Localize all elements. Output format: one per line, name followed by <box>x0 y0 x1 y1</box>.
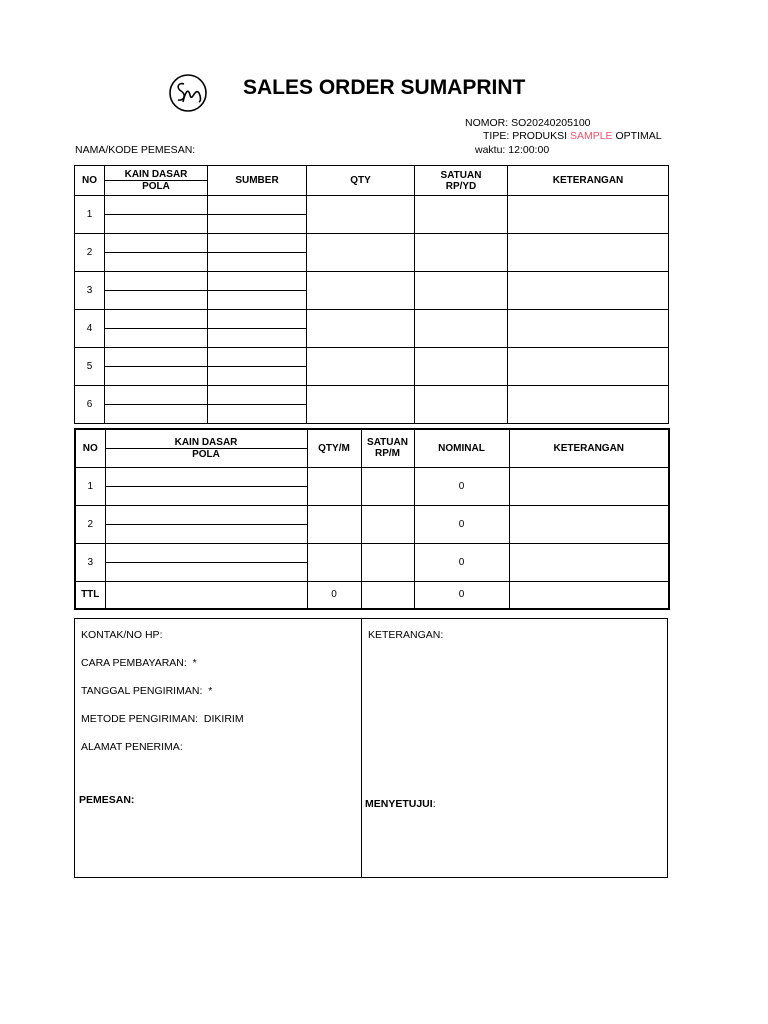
col-satuan <box>415 166 508 196</box>
row-qty[interactable] <box>307 234 415 272</box>
row-satuan[interactable] <box>415 348 508 386</box>
row-satuan[interactable] <box>415 386 508 424</box>
info-left-column <box>75 619 362 877</box>
table-row <box>75 310 669 348</box>
row-kain-dasar-cell[interactable] <box>105 290 207 291</box>
col2-satuan <box>361 429 414 467</box>
row-sumber-top-cell[interactable] <box>208 290 306 291</box>
approver-label: MENYETUJUI <box>365 798 433 810</box>
row-qty[interactable] <box>307 310 415 348</box>
col-satuan-line2: RP/YD <box>445 180 477 192</box>
customer-label: NAMA/KODE PEMESAN: <box>75 144 196 156</box>
row-sumber[interactable] <box>208 386 307 424</box>
col2-kain-dasar: KAIN DASAR <box>106 437 307 449</box>
row2-satuan[interactable] <box>361 467 414 505</box>
col-qty: QTY <box>307 166 415 196</box>
col-pola: POLA <box>142 181 170 192</box>
row2-kain-pola[interactable] <box>105 543 307 581</box>
delivery-date-value: * <box>208 685 213 697</box>
total-satuan[interactable] <box>361 581 414 609</box>
total-keterangan[interactable] <box>509 581 669 609</box>
notes-field[interactable]: KETERANGAN: <box>368 629 444 641</box>
order-summary-table <box>74 428 670 610</box>
row2-keterangan[interactable] <box>509 543 669 581</box>
order-number-value: SO20240205100 <box>511 117 591 129</box>
row-qty[interactable] <box>307 386 415 424</box>
order-number-label: NOMOR: <box>465 117 509 129</box>
row2-no: 1 <box>75 467 105 505</box>
orderer-signature[interactable] <box>79 794 134 806</box>
delivery-method-field[interactable]: METODE PENGIRIMAN: DIKIRIM <box>81 713 244 725</box>
table-row <box>75 505 669 543</box>
total-kain[interactable] <box>105 581 307 609</box>
table-row <box>75 543 669 581</box>
contact-label: KONTAK/NO HP <box>81 629 160 641</box>
col-kain-dasar: KAIN DASAR <box>105 169 207 181</box>
row-kain-pola[interactable] <box>105 310 208 348</box>
row2-keterangan[interactable] <box>509 505 669 543</box>
contact-field[interactable]: KONTAK/NO HP: <box>81 629 163 641</box>
row-keterangan[interactable] <box>508 348 669 386</box>
orderer-label: PEMESAN: <box>79 794 135 806</box>
row-sumber[interactable] <box>208 310 307 348</box>
col2-pola: POLA <box>192 448 220 460</box>
row-sumber[interactable] <box>208 234 307 272</box>
row-no: 4 <box>75 310 105 348</box>
row-kain-pola[interactable] <box>105 386 208 424</box>
delivery-method-label: METODE PENGIRIMAN <box>81 713 196 725</box>
row-keterangan[interactable] <box>508 234 669 272</box>
delivery-method-value: DIKIRIM <box>203 713 244 725</box>
row-kain-pola[interactable] <box>105 348 208 386</box>
row-qty[interactable] <box>307 196 415 234</box>
row2-no: 2 <box>75 505 105 543</box>
col-sumber: SUMBER <box>208 166 307 196</box>
row-sumber-top-cell[interactable] <box>208 366 306 367</box>
row2-kain-dasar-cell[interactable] <box>106 562 307 563</box>
row2-keterangan[interactable] <box>509 467 669 505</box>
row-kain-dasar-cell[interactable] <box>105 366 207 367</box>
row2-nominal: 0 <box>414 467 509 505</box>
col2-qty: QTY/M <box>307 429 361 467</box>
document-title: SALES ORDER SUMAPRINT <box>243 76 526 99</box>
row2-kain-pola[interactable] <box>105 467 307 505</box>
row-sumber[interactable] <box>208 196 307 234</box>
row-kain-dasar-cell[interactable] <box>105 404 207 405</box>
order-type-sample: SAMPLE <box>569 130 613 142</box>
row-no: 3 <box>75 272 105 310</box>
row-qty[interactable] <box>307 272 415 310</box>
info-right-column <box>362 619 667 877</box>
notes-label: KETERANGAN <box>368 629 441 641</box>
order-time-label: waktu: <box>475 144 506 156</box>
delivery-date-label: TANGGAL PENGIRIMAN <box>81 685 200 697</box>
total-row <box>75 581 669 609</box>
order-type-label: TIPE: <box>483 130 510 142</box>
row2-satuan[interactable] <box>361 543 414 581</box>
row-kain-dasar-cell[interactable] <box>105 252 207 253</box>
order-items-table <box>74 165 669 424</box>
row-no: 2 <box>75 234 105 272</box>
col2-keterangan: KETERANGAN <box>509 429 669 467</box>
row2-qty[interactable] <box>307 505 361 543</box>
row-keterangan[interactable] <box>508 310 669 348</box>
row-kain-dasar-cell[interactable] <box>105 328 207 329</box>
row-no: 5 <box>75 348 105 386</box>
row-sumber-top-cell[interactable] <box>208 328 306 329</box>
col-satuan-line1: SATUAN <box>440 169 482 181</box>
row-satuan[interactable] <box>415 310 508 348</box>
row-kain-dasar-cell[interactable] <box>105 214 207 215</box>
order-time-value: 12:00:00 <box>508 144 550 156</box>
row-kain-pola[interactable] <box>105 272 208 310</box>
row2-no: 3 <box>75 543 105 581</box>
row2-kain-dasar-cell[interactable] <box>106 486 307 487</box>
total-qty: 0 <box>307 581 361 609</box>
total-label: TTL <box>75 581 105 609</box>
table-row <box>75 348 669 386</box>
row-no: 1 <box>75 196 105 234</box>
recipient-address-label: ALAMAT PENERIMA <box>81 741 180 753</box>
row-qty[interactable] <box>307 348 415 386</box>
row-sumber-top-cell[interactable] <box>208 214 306 215</box>
order-time <box>475 144 549 156</box>
approver-signature[interactable]: MENYETUJUI: <box>365 798 436 810</box>
row-satuan[interactable] <box>415 272 508 310</box>
row-sumber[interactable] <box>208 348 307 386</box>
row2-qty[interactable] <box>307 467 361 505</box>
col2-kain-pola <box>105 429 307 467</box>
row-satuan[interactable] <box>415 234 508 272</box>
col2-satuan-line2: RP/M <box>375 448 400 460</box>
row2-qty[interactable] <box>307 543 361 581</box>
table-row <box>75 386 669 424</box>
order-type-optimal: OPTIMAL <box>615 130 662 142</box>
col2-no: NO <box>75 429 105 467</box>
table-row <box>75 272 669 310</box>
table-row <box>75 234 669 272</box>
row-sumber-top-cell[interactable] <box>208 404 306 405</box>
payment-label: CARA PEMBAYARAN <box>81 657 184 669</box>
order-number <box>465 117 591 129</box>
row2-kain-pola[interactable] <box>105 505 307 543</box>
col-keterangan: KETERANGAN <box>508 166 669 196</box>
recipient-address-field[interactable]: ALAMAT PENERIMA: <box>81 741 183 753</box>
order-info-box <box>74 618 668 878</box>
row-keterangan[interactable] <box>508 272 669 310</box>
row-sumber-top-cell[interactable] <box>208 252 306 253</box>
col2-nominal: NOMINAL <box>414 429 509 467</box>
table-row <box>75 196 669 234</box>
row-keterangan[interactable] <box>508 196 669 234</box>
row2-satuan[interactable] <box>361 505 414 543</box>
row-sumber[interactable] <box>208 272 307 310</box>
order-type <box>483 130 662 142</box>
payment-value: * <box>192 657 197 669</box>
row-kain-pola[interactable] <box>105 196 208 234</box>
delivery-date-field[interactable]: TANGGAL PENGIRIMAN: * <box>81 685 213 697</box>
row2-nominal: 0 <box>414 505 509 543</box>
col2-satuan-line1: SATUAN <box>367 437 408 449</box>
col-no: NO <box>75 166 105 196</box>
row2-kain-dasar-cell[interactable] <box>106 524 307 525</box>
total-nominal: 0 <box>414 581 509 609</box>
row-keterangan[interactable] <box>508 386 669 424</box>
col-kain-pola <box>105 166 208 196</box>
table-row <box>75 467 669 505</box>
row-kain-pola[interactable] <box>105 234 208 272</box>
row-no: 6 <box>75 386 105 424</box>
sumaprint-logo-icon <box>168 73 208 113</box>
order-type-produksi: PRODUKSI <box>512 130 568 142</box>
row-satuan[interactable] <box>415 196 508 234</box>
payment-field[interactable]: CARA PEMBAYARAN: * <box>81 657 197 669</box>
row2-nominal: 0 <box>414 543 509 581</box>
